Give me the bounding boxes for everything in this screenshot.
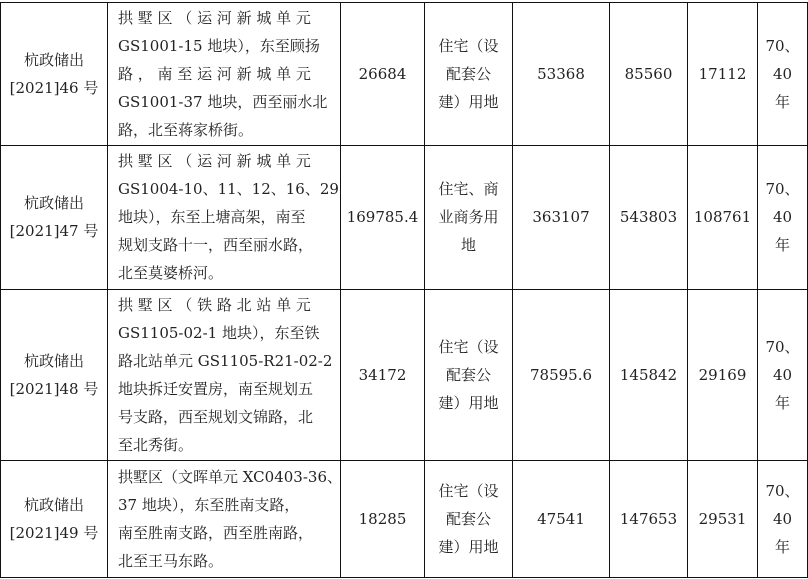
parcel-id-cell (0, 460, 108, 577)
cell-text-line: 北至莫婆桥河。 (118, 264, 224, 282)
cell-text-line: 40 (772, 365, 793, 384)
cell-value: 145842 (619, 365, 678, 384)
cell-text-line: 号支路，西至规划文锦路，北 (118, 407, 314, 426)
table-row (0, 460, 808, 577)
cell-value: 34172 (358, 365, 407, 384)
land-use-cell (425, 2, 513, 145)
cell-value: 29169 (698, 365, 747, 384)
cell-text-line: 拱 墅 区 （ 铁 路 北 站 单 元 (118, 295, 311, 314)
row-divider (0, 289, 808, 290)
cell-text-line: 拱 墅 区 （ 运 河 新 城 单 元 (118, 152, 311, 170)
value-cell-1 (513, 2, 610, 145)
cell-text-line: 建）用地 (438, 92, 499, 111)
cell-text-line: 建）用地 (438, 537, 499, 556)
cell-text-line: 地块拆迁安置房，南至规划五 (118, 379, 314, 398)
row-divider (0, 577, 808, 578)
value-cell-3 (688, 145, 758, 289)
cell-value: 47541 (537, 509, 585, 528)
row-divider (0, 2, 808, 3)
value-cell-3 (688, 289, 758, 460)
value-cell-2 (610, 460, 688, 577)
parcel-id-cell (0, 2, 108, 145)
cell-text-line: 路 ， 南 至 运 河 新 城 单 元 (118, 64, 311, 83)
cell-text-line: 配套公 (445, 64, 491, 83)
row-divider (0, 145, 808, 146)
cell-text-line: 路北站单元 GS1105-R21-02-2 (118, 351, 333, 370)
cell-value: 29531 (698, 509, 747, 528)
cell-text-line: 住宅、商 (438, 180, 499, 198)
cell-value: 108761 (693, 208, 752, 226)
cell-text-line: 70、 (765, 180, 800, 198)
cell-value: 18285 (358, 509, 407, 528)
cell-text-line: [2021]46 号 (9, 78, 99, 97)
value-cell-3 (688, 2, 758, 145)
area-cell (341, 289, 425, 460)
cell-text-line: 年 (774, 537, 790, 556)
cell-text-line: 40 (772, 208, 793, 226)
cell-text-line: 北至王马东路。 (118, 551, 224, 570)
value-cell-1 (513, 460, 610, 577)
cell-value: 85560 (624, 64, 673, 83)
cell-value: 53368 (537, 64, 585, 83)
cell-text-line: 40 (772, 64, 793, 83)
term-cell (758, 289, 808, 460)
cell-text-line: 住宅（设 (438, 337, 499, 356)
value-cell-2 (610, 2, 688, 145)
land-use-cell (425, 460, 513, 577)
cell-text-line: 住宅（设 (438, 481, 499, 500)
cell-text-line: 40 (772, 509, 793, 528)
cell-text-line: GS1004-10、11、12、16、29 (118, 180, 339, 198)
cell-value: 543803 (619, 208, 678, 226)
value-cell-3 (688, 460, 758, 577)
cell-text-line: 年 (774, 236, 790, 254)
table-row (0, 145, 808, 289)
cell-text-line: GS1001-37 地块，西至丽水北 (118, 92, 328, 111)
land-use-cell (425, 145, 513, 289)
cell-text-line: 年 (774, 92, 790, 111)
cell-text-line: 配套公 (445, 365, 491, 384)
value-cell-1 (513, 145, 610, 289)
cell-text-line: 住宅（设 (438, 36, 499, 55)
cell-text-line: 拱墅区（文晖单元 XC0403-36、 (118, 467, 342, 486)
area-cell (341, 2, 425, 145)
term-cell (758, 2, 808, 145)
location-cell (108, 289, 341, 460)
cell-text-line: GS1105-02-1 地块），东至铁 (118, 323, 320, 342)
cell-value: 363107 (532, 208, 590, 226)
value-cell-2 (610, 145, 688, 289)
cell-text-line: [2021]47 号 (9, 222, 99, 240)
value-cell-1 (513, 289, 610, 460)
cell-text-line: [2021]49 号 (9, 523, 99, 542)
value-cell-2 (610, 289, 688, 460)
cell-text-line: 70、 (765, 36, 800, 55)
cell-value: 26684 (358, 64, 407, 83)
cell-text-line: 业商务用 (438, 208, 499, 226)
cell-text-line: 70、 (765, 481, 800, 500)
cell-value: 147653 (619, 509, 678, 528)
term-cell (758, 145, 808, 289)
area-cell (341, 145, 425, 289)
term-cell (758, 460, 808, 577)
cell-text-line: 拱 墅 区 （ 运 河 新 城 单 元 (118, 8, 311, 27)
row-divider (0, 460, 808, 461)
cell-text-line: 杭政储出 (23, 194, 84, 212)
location-cell (108, 2, 341, 145)
cell-text-line: GS1001-15 地块），东至顾扬 (118, 36, 320, 55)
cell-text-line: 南至胜南支路，西至胜南路， (118, 523, 314, 542)
table-row (0, 2, 808, 145)
cell-text-line: 地 (460, 236, 476, 254)
cell-text-line: 37 地块），东至胜南支路， (118, 495, 300, 514)
cell-text-line: [2021]48 号 (9, 379, 99, 398)
cell-text-line: 70、 (765, 337, 800, 356)
cell-text-line: 年 (774, 393, 790, 412)
cell-value: 17112 (698, 64, 747, 83)
cell-text-line: 规划支路十一，西至丽水路， (118, 236, 314, 254)
cell-value: 78595.6 (529, 365, 593, 384)
location-cell (108, 145, 341, 289)
parcel-id-cell (0, 289, 108, 460)
table-row (0, 289, 808, 460)
parcel-id-cell (0, 145, 108, 289)
location-cell (108, 460, 341, 577)
cell-text-line: 杭政储出 (23, 495, 84, 514)
cell-text-line: 至北秀街。 (118, 435, 194, 454)
area-cell (341, 460, 425, 577)
cell-text-line: 杭政储出 (23, 351, 84, 370)
cell-text-line: 配套公 (445, 509, 491, 528)
cell-text-line: 地块），东至上塘高架，南至 (118, 208, 306, 226)
cell-value: 169785.4 (346, 208, 419, 226)
cell-text-line: 杭政储出 (23, 50, 84, 69)
land-use-cell (425, 289, 513, 460)
cell-text-line: 路，北至蒋家桥街。 (118, 120, 254, 139)
cell-text-line: 建）用地 (438, 393, 499, 412)
